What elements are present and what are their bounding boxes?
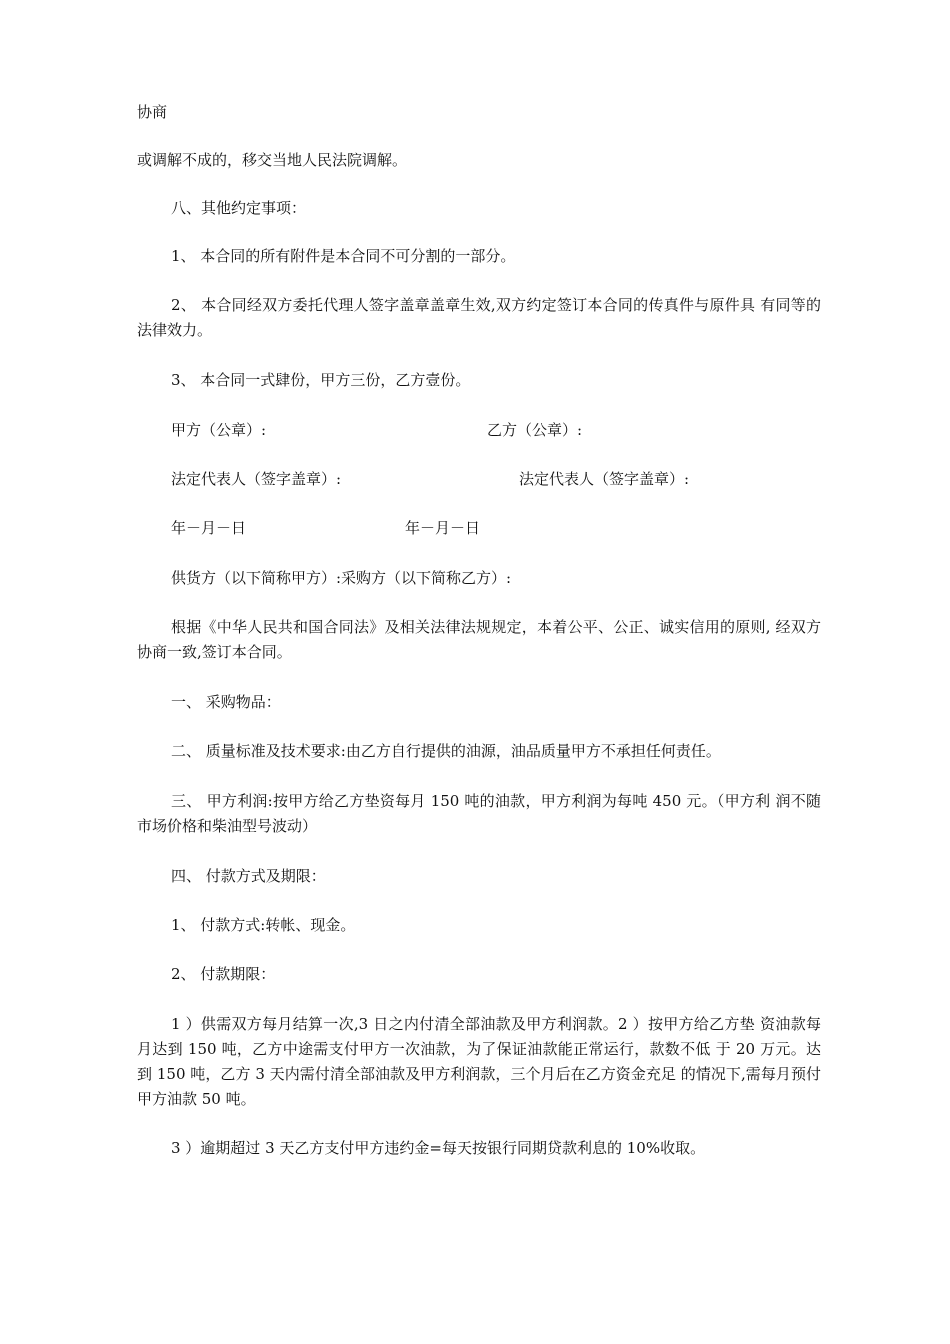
- clause: 3 ）逾期超过 3 天乙方支付甲方违约金=每天按银行同期贷款利息的 10%收取。: [171, 1139, 706, 1157]
- clause: 2、 付款期限：: [171, 965, 276, 983]
- party-a-date-label: 年－月－日: [171, 519, 247, 537]
- clause: 1、 本合同的所有附件是本合同不可分割的一部分。: [171, 247, 516, 265]
- section-heading: 八、其他约定事项：: [171, 199, 307, 217]
- parties-line: 供货方（以下简称甲方）:采购方（以下简称乙方）:: [171, 569, 512, 587]
- party-a-representative-label: 法定代表人（签字盖章）:: [171, 470, 342, 488]
- party-a-seal-label: 甲方（公章）:: [171, 421, 267, 439]
- section-heading: 四、 付款方式及期限：: [171, 867, 326, 885]
- clause: 1、 付款方式:转帐、现金。: [171, 916, 356, 934]
- text-line: 协商: [137, 103, 168, 121]
- section-heading: 二、 质量标准及技术要求:由乙方自行提供的油源，油品质量甲方不承担任何责任。: [171, 742, 721, 760]
- section-paragraph: 三、 甲方利润:按甲方给乙方垫资每月 150 吨的油款，甲方利润为每吨 450 元。（甲方利 润不随市场价格和柴油型号波动）: [137, 792, 821, 835]
- party-b-date-label: 年－月－日: [405, 519, 481, 537]
- text-line: 或调解不成的，移交当地人民法院调解。: [137, 151, 408, 169]
- clause: 2、 本合同经双方委托代理人签字盖章盖章生效,双方约定签订本合同的传真件与原件具 有同等的法律效力。: [137, 296, 821, 339]
- section-heading: 一、 采购物品：: [171, 693, 281, 711]
- party-b-representative-label: 法定代表人（签字盖章）:: [519, 470, 690, 488]
- clause: 3、 本合同一式肆份，甲方三份，乙方壹份。: [171, 371, 471, 389]
- party-b-seal-label: 乙方（公章）:: [487, 421, 583, 439]
- preamble: 根据《中华人民共和国合同法》及相关法律法规规定，本着公平、公正、诚实信用的原则, 经双方协商一致,签订本合同。: [137, 618, 821, 661]
- payment-terms-paragraph: 1 ）供需双方每月结算一次,3 日之内付清全部油款及甲方利润款。2 ）按甲方给乙方垫 资油款每月达到 150 吨，乙方中途需支付甲方一次油款，为了保证油款能正常运行，款数不低 于 20 万元。达到 150 吨，乙方 3 天内需付清全部油款及甲方利润款，三个月后在乙方资金充足 的情况下,需每月预付甲方油款 50 吨。: [137, 1015, 821, 1108]
